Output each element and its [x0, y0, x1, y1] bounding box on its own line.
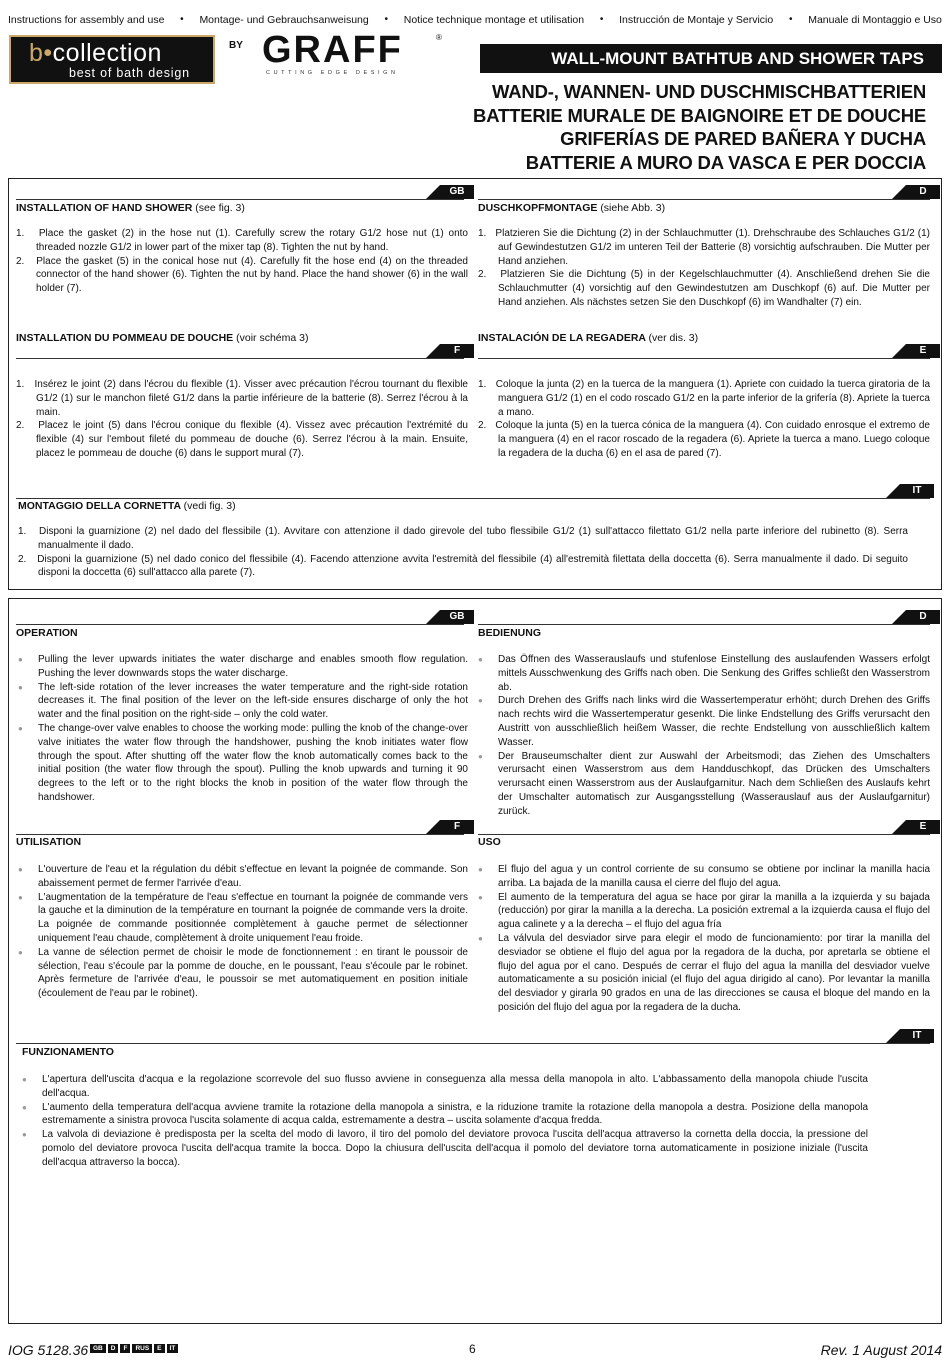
step: 1. Coloque la junta (2) en la tuerca de la manguera (1). Apriete con cuidado la tuerca giratoria de la manguera G1/2 (1) en el codo roscado G1/2 en la parte inferior de la grifería (8). Apriete la tuerca a mano. [478, 379, 930, 418]
graff-tagline: CUTTING EDGE DESIGN [266, 70, 399, 76]
step: 2. Coloque la junta (5) en la tuerca cónica de la manguera (4). Con cuidado enrosque el extremo de la manguera (4) en el racor roscado de la regadera (6). Apriete la tuerca a mano. Luego coloque la regadera de la ducha (6) en el asa de pared (7). [478, 420, 930, 459]
divider [478, 199, 930, 200]
operation-gb-heading: OPERATION [16, 627, 78, 639]
bullet-item: ● La valvola di deviazione è predisposta per la scelta del modo di lavoro, il tiro del pomolo del deviatore provoca l'uscita dell'acqua attraverso la cornetta della doccia, la pressione del pomolo del deviatore provoca l'uscita dell'acqua tramite la bocca. Dopo la chiusura dell'uscita dell'acqua il pomolo del deviatore torna automaticamente in posizione iniziale (l'uscita dell'acqua attraverso la bocca). [22, 1128, 868, 1169]
divider [16, 834, 464, 835]
divider [16, 624, 464, 625]
bullet-item: ● El flujo del agua y un control corriente de su consumo se obtiene por inclinar la manilla hacia arriba. La bajada de la manilla causa el cierre del flujo del agua. [478, 863, 930, 891]
divider [478, 358, 930, 359]
logo-line1 [29, 39, 162, 68]
step: 2. Disponi la guarnizione (5) nel dado conico del flessibile (4). Facendo attenzione avvita l'estremità del flessibile (4) all'estremità filettata della doccetta (6). Serra manualmente il dado. Di seguito disponi la doccetta (6) sull'attacco alla parete (7). [18, 553, 908, 579]
operation-it-bullets [22, 1073, 868, 1170]
bullet-item: ● Der Brauseumschalter dient zur Auswahl der Arbeitsmodi; das Ziehen des Umschalters verursacht einen Wasserstrom aus dem Handduschkopf, das Drücken des Umschalters verursacht einen Wasserstrom aus der Auslaufgarnitur. Nach dem Schließen des Auslaufs kehrt der Umschalter automatisch zur Ausgangsstellung (Wasserauslauf aus der Auslaufgarnitur) zurück. [478, 750, 930, 819]
bullet-item: ● The left-side rotation of the lever increases the water temperature and the right-side rotation decreases it. The final position of the lever on the left-side ensures discharge of only the hot water and the final position on the right-side – only the cold water. [18, 681, 468, 722]
bullet-item: ● El aumento de la temperatura del agua se hace por girar la manilla a la izquierda y su bajada (reducción) por girar la manilla a la derecha. La posición extremal a la izquierda causa el flujo del agua calinete y a la derecha – el flujo del agua fría [478, 891, 930, 932]
heading-ref: (ver dis. 3) [648, 332, 699, 344]
logo-tagline: best of bath design [69, 66, 190, 80]
step: 1. Insérez le joint (2) dans l'écrou du flexible (1). Visser avec précaution l'écrou tournant du flexible G1/2 (1) sur le manchon fileté G1/2 dans la partie inférieure de la batterie (8). Serrez l'écrou à la main. [16, 379, 468, 418]
heading-text: INSTALLATION OF HAND SHOWER [16, 202, 193, 214]
page-title: WALL-MOUNT BATHTUB AND SHOWER TAPS [480, 44, 942, 73]
tab-f: F [440, 820, 474, 834]
logo-b: b [29, 39, 44, 67]
tab-e: E [906, 344, 940, 358]
tab-it: IT [900, 1029, 934, 1043]
divider [16, 358, 464, 359]
heading-ref: (vedi fig. 3) [183, 500, 236, 512]
language-badges [90, 1344, 178, 1353]
separator: • [788, 14, 793, 25]
install-f-steps [16, 378, 468, 461]
tab-f: F [440, 344, 474, 358]
divider [16, 199, 464, 200]
lang-d: Montage- und Gebrauchsanweisung [199, 14, 369, 26]
logo-collection: collection [52, 39, 162, 67]
separator: • [599, 14, 604, 25]
subtitle-d: WAND-, WANNEN- UND DUSCHMISCHBATTERIEN [492, 81, 926, 102]
bcollection-logo [9, 35, 215, 84]
heading-text: INSTALACIÓN DE LA REGADERA [478, 332, 646, 344]
install-d-heading [478, 202, 665, 214]
subtitle-it: BATTERIE A MURO DA VASCA E PER DOCCIA [525, 151, 926, 173]
bullet-item: ● L'apertura dell'uscita d'acqua e la regolazione scorrevole del suo flusso avviene in conseguenza alla messa della manopola in alto. L'abbassamento della manopola chiude l'uscita dell'acqua. [22, 1073, 868, 1101]
doc-id: IOG 5128.36 [8, 1342, 89, 1358]
badge: F [120, 1344, 130, 1353]
step: 1. Disponi la guarnizione (2) nel dado del flessibile (1). Avvitare con attenzione il dado girevole del tubo flessibile G1/2 (1) sull'attacco filettato G1/2 nella parte inferiore del rubinetto (8). Serra manualmente il dado. [18, 526, 908, 551]
lang-f: Notice technique montage et utilisation [403, 14, 585, 26]
install-gb-heading [16, 202, 245, 214]
revision: Rev. 1 August 2014 [820, 1342, 942, 1358]
operation-d-heading: BEDIENUNG [478, 627, 542, 639]
step: 2. Place the gasket (5) in the conical hose nut (4). Carefully fit the hose end (4) on the threaded connector of the hand shower (6). Tighten the nut by hand. Place the hand shower (6) in the wall holder (7). [16, 255, 468, 295]
by-label: BY [229, 40, 243, 51]
step: 2. Platzieren Sie die Dichtung (5) in der Kegelschlauchmutter (4). Anschließend drehen Sie die Schlauchmutter (4) vorsichtig auf den Gewindestutzen am Duschkopf (6) auf. Die Mutter per Hand anziehen. Als nächstes setzen Sie den Duschkopf (6) im Wandhalter (7) ein. [478, 269, 930, 308]
divider [16, 498, 930, 499]
operation-f-bullets [18, 863, 468, 1001]
operation-e-heading: USO [478, 836, 501, 848]
install-e-steps [478, 378, 930, 461]
install-e-heading [478, 332, 698, 344]
bullet-item: ● L'aumento della temperatura dell'acqua avviene tramite la rotazione della manopola a sinistra, e la riduzione tramite la rotazione della manopola a destra. Posizione della manopola estremamente a sinistra provoca l'uscita solamente di acqua calda, estremamente a destra – uscita solamente d'acqua fredda. [22, 1101, 868, 1129]
operation-gb-bullets [18, 653, 468, 805]
lang-gb: Instructions for assembly and use [8, 14, 165, 26]
bullet-item: ● La vanne de sélection permet de choisir le mode de fonctionnement : en tirant le poussoir de sélection, l'eau s'écoule par la pomme de douche, en le poussant, l'eau s'écoule par le robinet. Après fermeture de l'arrivée d'eau, le poussoir se met automatiquement en position initiale (écoulement de l'eau par le robinet). [18, 946, 468, 1001]
heading-text: MONTAGGIO DELLA CORNETTA [18, 500, 181, 512]
tab-d: D [906, 610, 940, 624]
step: 1. Place the gasket (2) in the hose nut (1). Carefully screw the rotary G1/2 hose nut (1) onto threaded nozzle G1/2 in lower part of the mixer tap (8). Tighten the nut by hand. [16, 228, 468, 253]
divider [16, 1043, 930, 1044]
bullet-item: ● Durch Drehen des Griffs nach links wird die Wassertemperatur erhöht; durch Drehen des Griffs nach rechts wird die Wassertemperatur gesenkt. Die linke Endstellung des Griffs verursacht den Austritt von ausschließlich heißem Wasser, die rechte Endstellung von ausschließlich kaltem Wasser. [478, 694, 930, 749]
bullet-item: ● L'ouverture de l'eau et la régulation du débit s'effectue en levant la poignée de commande. Son abaissement permet de fermer l'arrivée d'eau. [18, 863, 468, 891]
badge: RUS [132, 1344, 152, 1353]
lang-e: Instrucción de Montaje y Servicio [619, 14, 774, 26]
separator: • [180, 14, 184, 25]
step: 2. Placez le joint (5) dans l'écrou conique du flexible (4). Vissez avec précaution l'extrémité du flexible (4) sur l'embout fileté du pommeau de douche (6). Serrez l'écrou à la main. Ensuite, placez le pommeau de douche (6) dans le support mural (7). [16, 420, 468, 459]
install-d-steps [478, 227, 930, 310]
heading-ref: (siehe Abb. 3) [600, 202, 666, 214]
badge: IT [167, 1344, 179, 1353]
registered-mark: ® [436, 33, 442, 42]
step: 1. Platzieren Sie die Dichtung (2) in der Schlauchmutter (1). Drehschraube des Schlauches G1/2 (1) auf Gewindestutzen G1/2 im unteren Teil der Batterie (8) vorsichtig aufschrauben. Die Mutter per Hand anziehen. [478, 228, 930, 267]
operation-d-bullets [478, 653, 930, 819]
lang-it: Manuale di Montaggio e Uso [808, 14, 942, 26]
divider [478, 834, 930, 835]
logo-dot: • [43, 39, 53, 67]
separator: • [384, 14, 388, 25]
language-bar [8, 14, 942, 26]
graff-logo: GRAFF [262, 29, 403, 71]
subtitle-e: GRIFERÍAS DE PARED BAÑERA Y DUCHA [560, 128, 926, 149]
tab-d: D [906, 185, 940, 199]
install-it-steps [18, 525, 908, 580]
bullet-item: ● Das Öffnen des Wasserauslaufs und stufenlose Einstellung des auslaufenden Wassers erfolgt mittels Ausschwenkung des Griffs nach oben. Die Senkung des Griffes schließt den Wasserstrom ab. [478, 653, 930, 694]
bullet-item: ● The change-over valve enables to choose the working mode: pulling the knob of the change-over valve initiates the water flow through the handshower, pushing the knob initiates water flow through the spout. After shutting off the water flow the knob automatically comes back to the initial position (the water flow through the spout). Pulling the knob upwards and turning it 90 degrees to the left or to the right blocks the knob in position of the water flow through the handshower. [18, 722, 468, 805]
badge: GB [90, 1344, 106, 1353]
install-f-heading [16, 332, 308, 344]
operation-e-bullets [478, 863, 930, 1015]
tab-gb: GB [440, 610, 474, 624]
subtitle-f: BATTERIE MURALE DE BAIGNOIRE ET DE DOUCHE [473, 104, 926, 126]
divider [478, 624, 930, 625]
badge: D [108, 1344, 119, 1353]
bullet-item: ● La válvula del desviador sirve para elegir el modo de funcionamiento: por tirar la manilla del desviador se obtiene el flujo del agua por la regadora de la ducha, por apretarla se obtiene el flujo del agua por el cano. Después de cerrar el flujo del agua la manilla del desviador vuelve automaticamente a su posición inicial (el flujo del agua dirigido al cano). Por levantar la manilla del desviador y girarla 90 grados en una de las direcciones se causa el bloque del mando en la posición del flujo del agua por la regadera de la ducha. [478, 932, 930, 1015]
heading-text: DUSCHKOPFMONTAGE [478, 202, 598, 214]
bullet-item: ● L'augmentation de la température de l'eau s'effectue en tournant la poignée de commande vers la gauche et la diminution de la température en tournant la poignée de commande vers la droite. La poignée de commande positionnée complètement à gauche permet de sélectionner uniquement l'eau chaude, complètement à droite uniquement l'eau froide. [18, 891, 468, 946]
heading-text: INSTALLATION DU POMMEAU DE DOUCHE [16, 332, 234, 344]
install-it-heading [18, 500, 236, 512]
tab-gb: GB [440, 185, 474, 199]
operation-it-heading: FUNZIONAMENTO [22, 1046, 114, 1058]
badge: E [154, 1344, 164, 1353]
bullet-item: ● Pulling the lever upwards initiates the water discharge and enables smooth flow regulation. Pushing the lever downwards stops the water discharge. [18, 653, 468, 681]
heading-ref: (see fig. 3) [195, 202, 245, 214]
tab-it: IT [900, 484, 934, 498]
subtitles [473, 80, 926, 174]
operation-f-heading: UTILISATION [16, 836, 82, 848]
install-gb-steps [16, 227, 468, 296]
heading-ref: (voir schéma 3) [236, 332, 309, 344]
page-number: 6 [469, 1342, 476, 1356]
tab-e: E [906, 820, 940, 834]
